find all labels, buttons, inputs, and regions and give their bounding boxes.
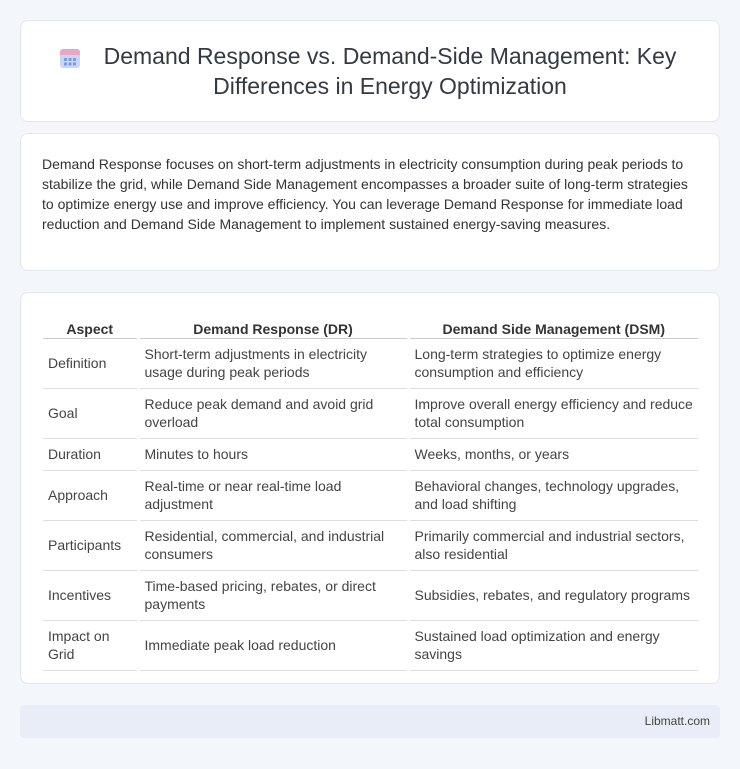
header-demand-side-management: Demand Side Management (DSM) [408,317,698,338]
table-row [43,520,698,570]
row-dr-value: Real-time or near real-time load adjustment [138,470,408,520]
row-dsm-value: Behavioral changes, technology upgrades, and load shifting [408,470,698,520]
row-dsm-value: Weeks, months, or years [408,438,698,470]
row-aspect: Approach [43,470,138,520]
comparison-card [20,292,720,684]
row-dr-value: Residential, commercial, and industrial consumers [138,520,408,570]
table-row [43,620,698,670]
intro-card [20,133,720,271]
row-aspect: Goal [43,388,138,438]
page-title: Demand Response vs. Demand-Side Management: Key Differences in Energy Optimization [103,43,677,99]
row-dsm-value: Sustained load optimization and energy savings [408,620,698,670]
intro-paragraph: Demand Response focuses on short-term adjustments in electricity consumption during peak periods to stabilize the grid, while Demand Side Management encompasses a broader suite of long-term strategies to optimize energy use and improve efficiency. You can leverage Demand Response for immediate load reduction and Demand Side Management to implement sustained energy-saving measures. [42,156,688,232]
row-aspect: Participants [43,520,138,570]
table-row [43,470,698,520]
table-row [43,338,698,388]
row-aspect: Definition [43,338,138,388]
row-dsm-value: Primarily commercial and industrial sectors, also residential [408,520,698,570]
row-dsm-value: Long-term strategies to optimize energy consumption and efficiency [408,338,698,388]
footer-site-link[interactable]: Libmatt.com [644,714,710,728]
row-dsm-value: Subsidies, rebates, and regulatory programs [408,570,698,620]
table-row [43,570,698,620]
row-aspect: Impact on Grid [43,620,138,670]
row-dr-value: Short-term adjustments in electricity usage during peak periods [138,338,408,388]
footer [20,705,720,738]
table-row [43,388,698,438]
row-dr-value: Reduce peak demand and avoid grid overload [138,388,408,438]
row-dsm-value: Improve overall energy efficiency and reduce total consumption [408,388,698,438]
table-header-row [43,317,698,338]
table-row [43,438,698,470]
row-aspect: Incentives [43,570,138,620]
row-aspect: Duration [43,438,138,470]
header-demand-response: Demand Response (DR) [138,317,408,338]
header-aspect: Aspect [43,317,138,338]
row-dr-value: Time-based pricing, rebates, or direct payments [138,570,408,620]
comparison-table [43,317,698,671]
header-card [20,20,720,122]
row-dr-value: Immediate peak load reduction [138,620,408,670]
row-dr-value: Minutes to hours [138,438,408,470]
